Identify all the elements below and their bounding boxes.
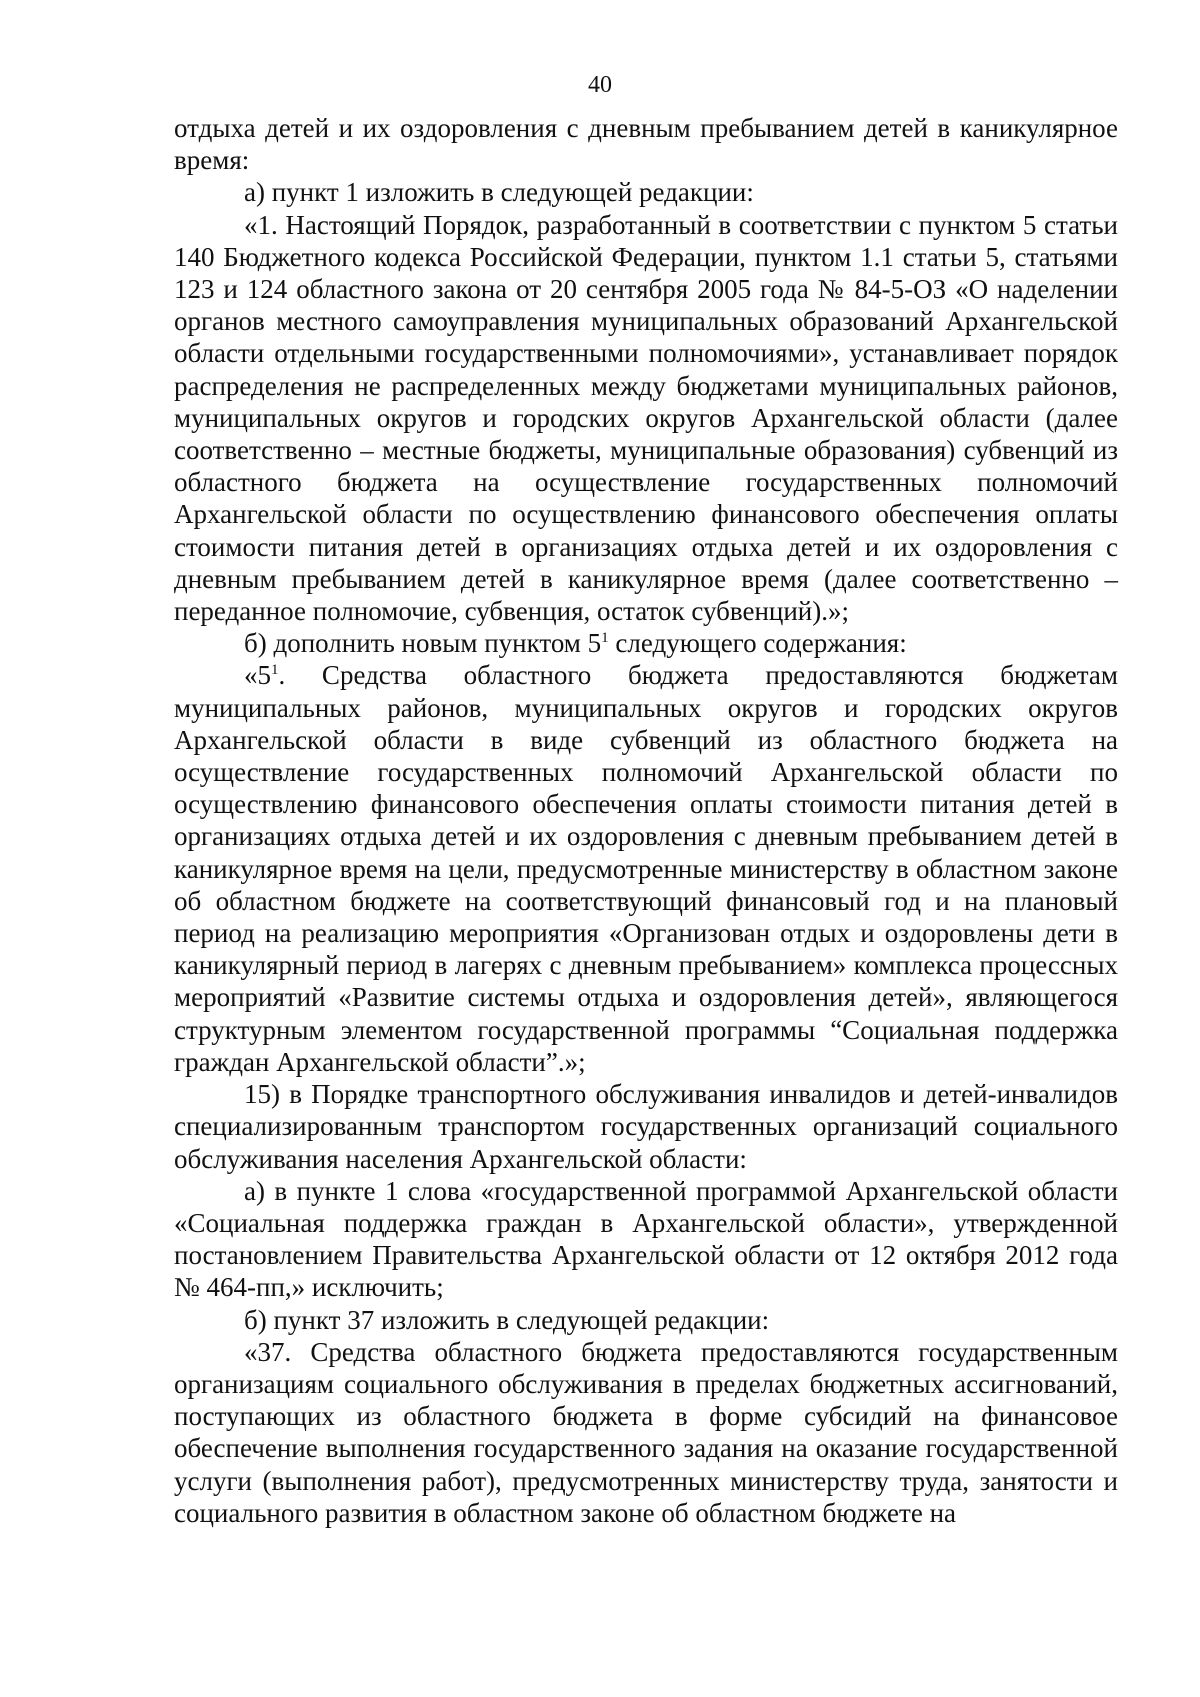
paragraph-item-a-point-1: а) пункт 1 изложить в следующей редакции: xyxy=(244,177,754,208)
paragraph-item-b-add-point xyxy=(174,627,1118,659)
paragraph-quoted-point-5-1 xyxy=(174,659,1118,1078)
superscript: 1 xyxy=(271,662,279,679)
paragraph-text-before: б) дополнить новым пунктом 5 xyxy=(244,628,602,659)
paragraph-item-a-point-1-exclude: а) в пункте 1 слова «государственной программой Архангельской области «Социальная поддержка граждан в Архангельской области», утвержденной постановлением Правительства Архангельской области от 12 октября 2012 года № 464-пп,» исключить; xyxy=(174,1175,1118,1303)
paragraph-quoted-point-37: «37. Средства областного бюджета предоставляются государственным организациям социального обслуживания в пределах бюджетных ассигнований, поступающих из областного бюджета в форме субсидий на финансовое обеспечение выполнения государственного задания на оказание государственной услуги (выполнения работ), предусмотренных министерству труда, занятости и социального развития в областном законе об областном бюджете на xyxy=(174,1336,1118,1528)
paragraph-item-15: 15) в Порядке транспортного обслуживания инвалидов и детей-инвалидов специализированным транспортом государственных организаций социального обслуживания населения Архангельской области: xyxy=(174,1079,1118,1174)
document-body xyxy=(174,112,1118,1529)
superscript: 1 xyxy=(601,630,609,647)
paragraph-text-after: . Средства областного бюджета предоставляются бюджетам муниципальных районов, муниципальных округов и городских округов Архангельской области в виде субвенций из областного бюджета на осуществление государственных полномочий Архангельской области по осуществлению финансового обеспечения оплаты стоимости питания детей в организациях отдыха детей и их оздоровления с дневным пребыванием детей в каникулярное время на цели, предусмотренные министерству в областном законе об областном бюджете на соответствующий финансовый год и на плановый период на реализацию мероприятия «Организован отдых и оздоровлены дети в каникулярный период в лагерях с дневным пребыванием» комплекса процессных мероприятий «Развитие системы отдыха и оздоровления детей», являющегося структурным элементом государственной программы “Социальная поддержка граждан Архангельской области”.»; xyxy=(174,660,1118,1077)
page-number: 40 xyxy=(588,72,612,98)
paragraph-text-before: «5 xyxy=(244,660,271,691)
paragraph-item-b-point-37: б) пункт 37 изложить в следующей редакции: xyxy=(244,1304,770,1335)
paragraph-continuation: отдыха детей и их оздоровления с дневным пребыванием детей в каникулярное время: xyxy=(174,113,1118,176)
paragraph-text-after: следующего содержания: xyxy=(608,628,907,659)
paragraph-quoted-point-1: «1. Настоящий Порядок, разработанный в соответствии с пунктом 5 статьи 140 Бюджетного кодекса Российской Федерации, пунктом 1.1 статьи 5, статьями 123 и 124 областного закона от 20 сентября 2005 года № 84-5-ОЗ «О наделении органов местного самоуправления муниципальных образований Архангельской области отдельными государственными полномочиями», устанавливает порядок распределения не распределенных между бюджетами муниципальных районов, муниципальных округов и городских округов Архангельской области (далее соответственно – местные бюджеты, муниципальные образования) субвенций из областного бюджета на осуществление государственных полномочий Архангельской области по осуществлению финансового обеспечения оплаты стоимости питания детей в организациях отдыха детей и их оздоровления с дневным пребыванием детей в каникулярное время (далее соответственно – переданное полномочие, субвенция, остаток субвенций).»; xyxy=(174,209,1118,627)
